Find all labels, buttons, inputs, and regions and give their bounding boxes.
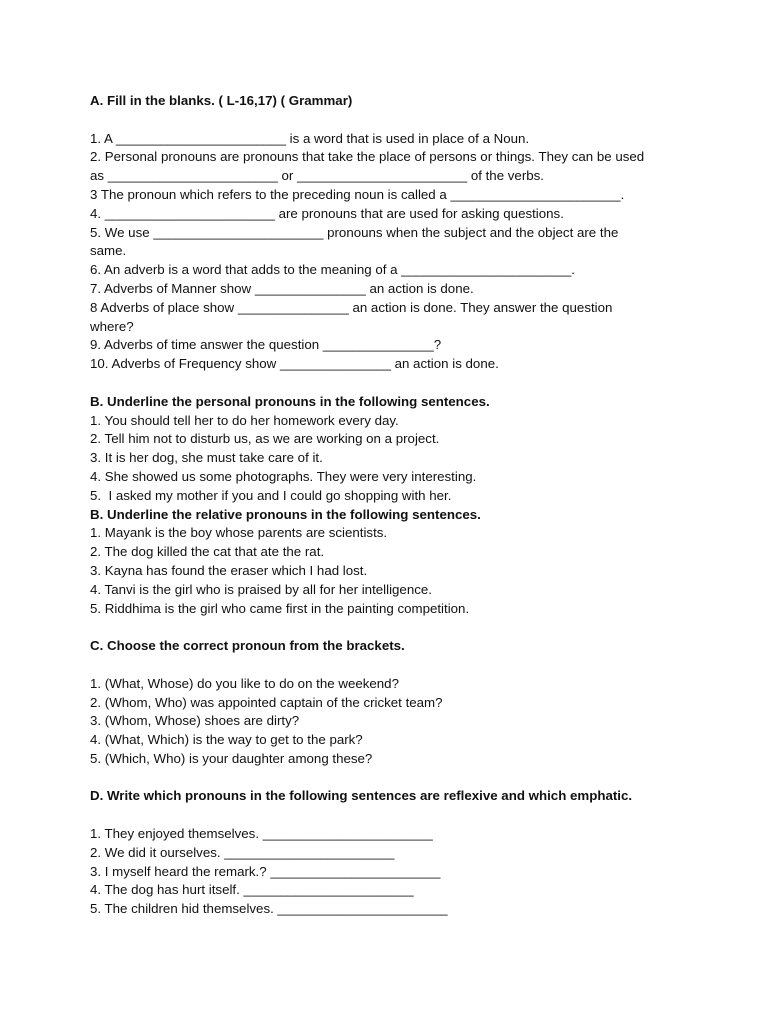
section-c-question: 2. (Whom, Who) was appointed captain of the cricket team? (90, 694, 443, 710)
worksheet-page (90, 92, 690, 919)
section-a-question: 2. Personal pronouns are pronouns that take the place of persons or things. They can be used (90, 149, 645, 165)
section-a-question: 6. An adverb is a word that adds to the meaning of a _______________________. (90, 262, 575, 278)
section-c-question: 4. (What, Which) is the way to get to the park? (90, 732, 363, 748)
section-a-question: 4. _______________________ are pronouns that are used for asking questions. (90, 205, 564, 221)
section-b-relative-sentence: 3. Kayna has found the eraser which I had lost. (90, 562, 368, 578)
spacer (90, 806, 690, 825)
section-d (90, 787, 690, 919)
spacer (90, 111, 690, 130)
section-c-heading: C. Choose the correct pronoun from the brackets. (90, 638, 405, 654)
section-b-personal-sentence: 1. You should tell her to do her homework every day. (90, 412, 399, 428)
section-b-personal-sentence: 4. She showed us some photographs. They were very interesting. (90, 468, 477, 484)
section-c (90, 637, 690, 769)
section-a-question: 5. We use _______________________ pronouns when the subject and the object are the (90, 224, 619, 240)
section-b-relative-sentence: 4. Tanvi is the girl who is praised by all for her intelligence. (90, 581, 432, 597)
section-b-personal-sentence: 2. Tell him not to disturb us, as we are working on a project. (90, 431, 440, 447)
section-b-relative-sentence: 2. The dog killed the cat that ate the rat. (90, 544, 325, 560)
spacer (90, 374, 690, 393)
section-c-question: 5. (Which, Who) is your daughter among these? (90, 750, 373, 766)
section-b-personal-heading: B. Underline the personal pronouns in the following sentences. (90, 393, 490, 409)
section-a-question: where? (90, 318, 134, 334)
section-a-heading: A. Fill in the blanks. ( L-16,17) ( Grammar) (90, 93, 353, 108)
section-d-question: 2. We did it ourselves. _______________________ (90, 844, 395, 860)
section-a-question: as _______________________ or _______________________ of the verbs. (90, 168, 544, 184)
section-d-question: 5. The children hid themselves. _______________________ (90, 901, 448, 917)
section-a-question: 8 Adverbs of place show _______________ an action is done. They answer the question (90, 299, 613, 315)
section-a-question: 9. Adverbs of time answer the question _______________? (90, 337, 442, 353)
section-b-personal (90, 393, 690, 506)
section-b-relative (90, 506, 690, 619)
section-a-question: same. (90, 243, 127, 259)
spacer (90, 769, 690, 788)
section-a-question: 3 The pronoun which refers to the preceding noun is called a _______________________. (90, 186, 625, 202)
spacer (90, 618, 690, 637)
section-a-question: 1. A _______________________ is a word that is used in place of a Noun. (90, 130, 530, 146)
section-b-personal-sentence: 3. It is her dog, she must take care of it. (90, 450, 323, 466)
section-b-relative-heading: B. Underline the relative pronouns in the following sentences. (90, 506, 481, 522)
section-a (90, 92, 690, 374)
section-c-question: 1. (What, Whose) do you like to do on the weekend? (90, 675, 399, 691)
section-d-question: 1. They enjoyed themselves. _______________________ (90, 826, 433, 842)
section-d-heading: D. Write which pronouns in the following sentences are reflexive and which emphatic. (90, 788, 633, 804)
section-b-relative-sentence: 1. Mayank is the boy whose parents are scientists. (90, 525, 388, 541)
section-d-question: 4. The dog has hurt itself. _______________________ (90, 882, 414, 898)
section-a-question: 7. Adverbs of Manner show _______________ an action is done. (90, 280, 474, 296)
section-b-personal-sentence: 5. I asked my mother if you and I could go shopping with her. (90, 487, 452, 503)
section-a-question: 10. Adverbs of Frequency show _______________ an action is done. (90, 356, 499, 372)
section-d-question: 3. I myself heard the remark.? _______________________ (90, 863, 441, 879)
section-c-question: 3. (Whom, Whose) shoes are dirty? (90, 713, 300, 729)
spacer (90, 656, 690, 675)
section-b-relative-sentence: 5. Riddhima is the girl who came first in the painting competition. (90, 600, 470, 616)
